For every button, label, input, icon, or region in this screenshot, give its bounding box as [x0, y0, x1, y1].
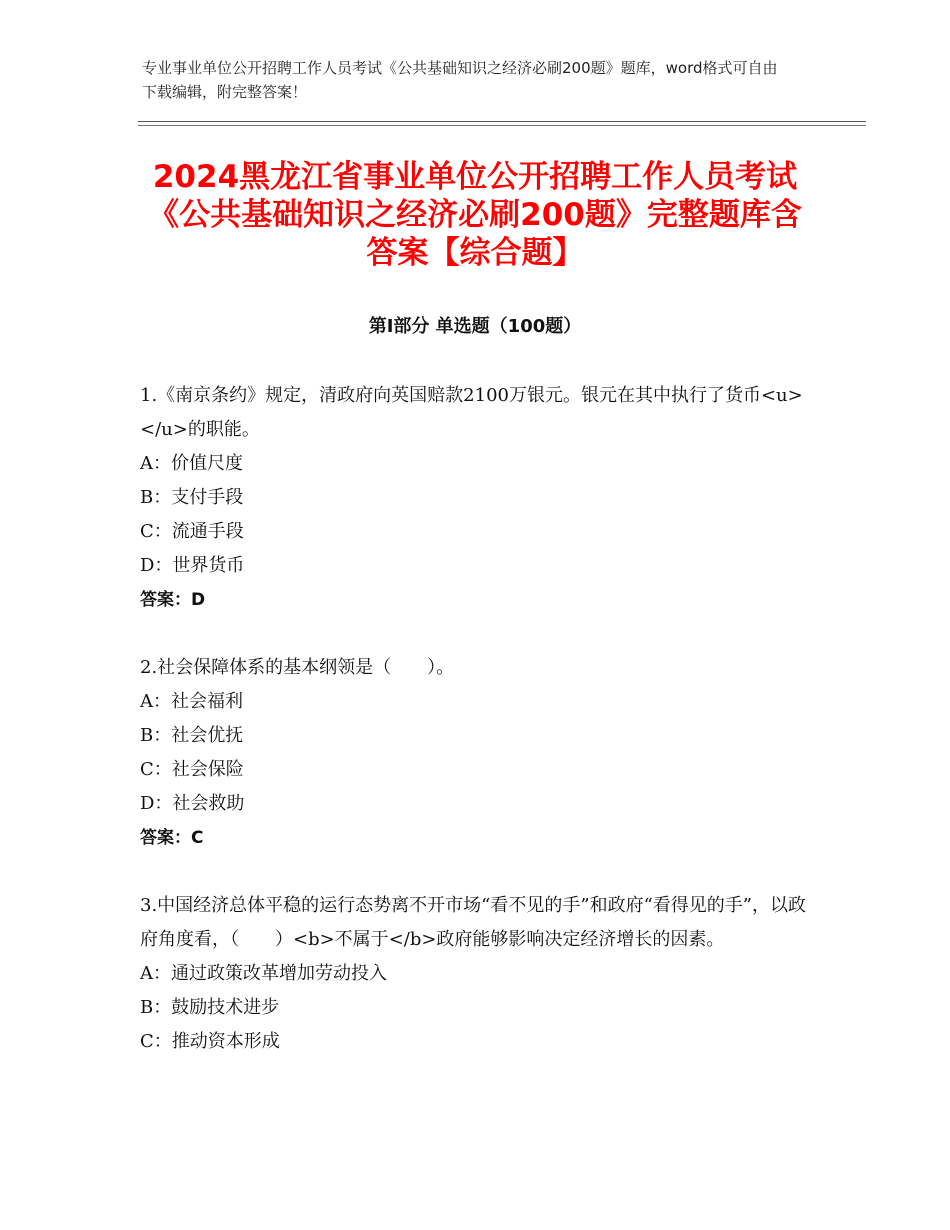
- question-stem: 2.社会保障体系的基本纲领是（ ）。: [140, 657, 455, 678]
- option-b: B：支付手段: [140, 487, 244, 508]
- header-divider-thin: [138, 125, 866, 126]
- question-stem: 1.《南京条约》规定，清政府向英国赔款2100万银元。银元在其中执行了货币<u> </u>的职能。: [140, 385, 803, 440]
- option-d: D：社会救助: [140, 793, 245, 814]
- question-2: [140, 651, 810, 855]
- option-c: C：社会保险: [140, 759, 244, 780]
- answer-line: 答案：C: [140, 828, 204, 848]
- option-b: B：社会优抚: [140, 725, 244, 746]
- option-c: C：推动资本形成: [140, 1031, 280, 1052]
- option-a: A：价值尺度: [140, 453, 243, 474]
- option-d: D：世界货币: [140, 555, 245, 576]
- option-a: A：通过政策改革增加劳动投入: [140, 963, 387, 984]
- document-header-note: 专业事业单位公开招聘工作人员考试《公共基础知识之经济必刷200题》题库，word格式可自由下载编辑，附完整答案！: [142, 59, 778, 101]
- question-3: [140, 889, 810, 1059]
- question-stem: 3.中国经济总体平稳的运行态势离不开市场“看不见的手”和政府“看得见的手”，以政府角度看，（ ）<b>不属于</b>政府能够影响决定经济增长的因素。: [140, 895, 806, 950]
- header-divider: [138, 121, 866, 122]
- question-1: [140, 379, 810, 617]
- option-c: C：流通手段: [140, 521, 244, 542]
- option-b: B：鼓励技术进步: [140, 997, 280, 1018]
- option-a: A：社会福利: [140, 691, 243, 712]
- question-list: [140, 379, 810, 1093]
- section-heading: 第Ⅰ部分 单选题（100题）: [368, 316, 582, 337]
- document-title: 2024黑龙江省事业单位公开招聘工作人员考试《公共基础知识之经济必刷200题》完整题库含答案【综合题】: [148, 159, 802, 271]
- answer-line: 答案：D: [140, 590, 206, 610]
